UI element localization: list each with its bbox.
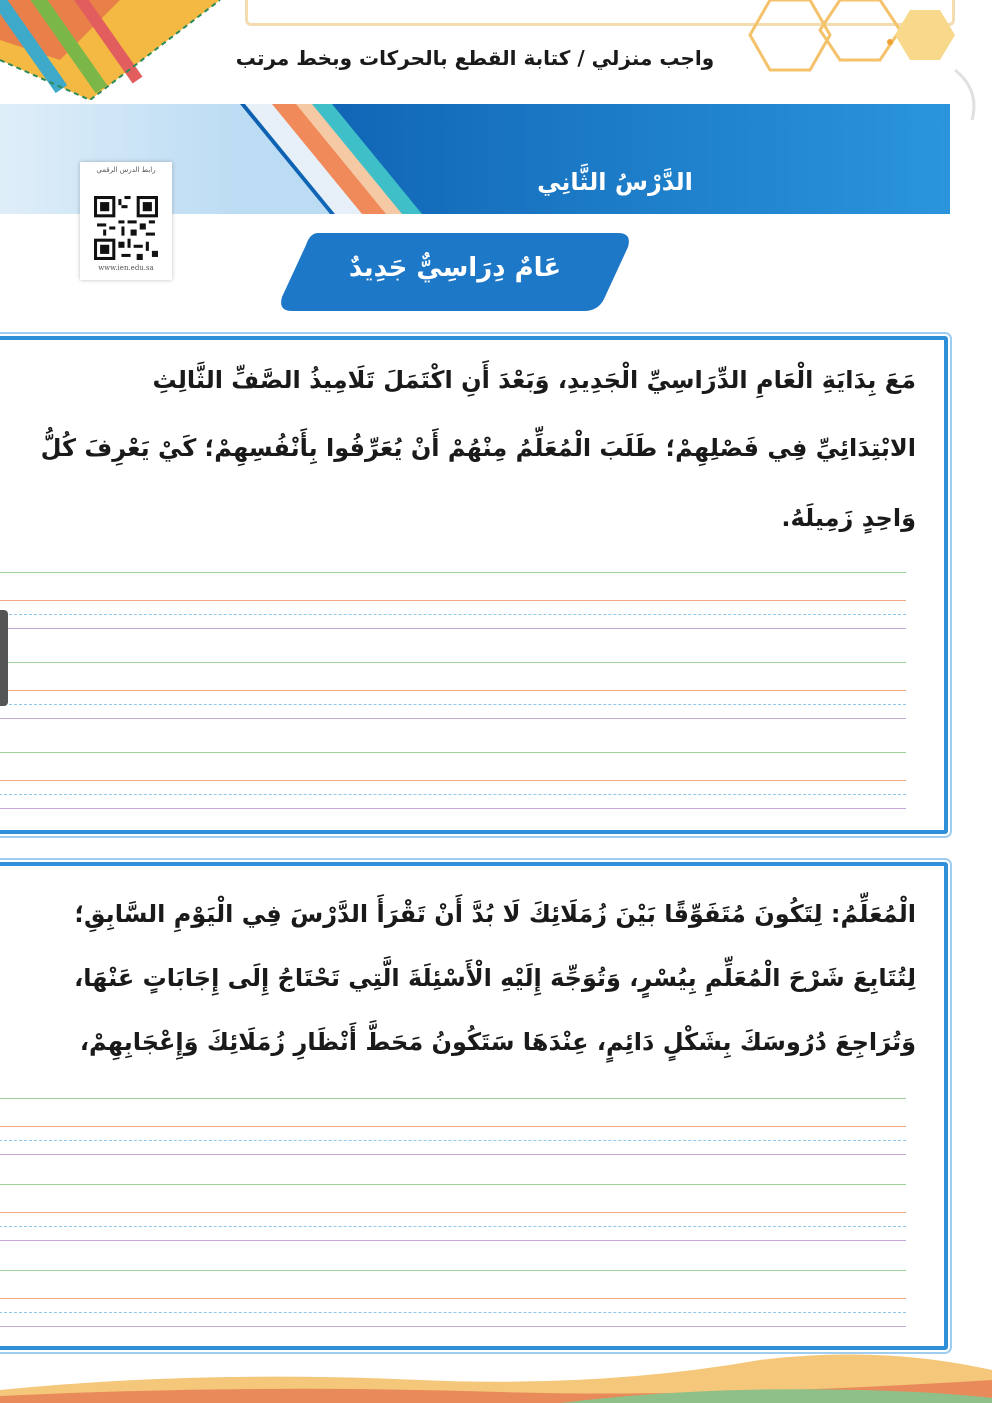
decorative-corner-pencils [0, 0, 230, 100]
lesson-title: الدَّرْسُ الثَّانِي [537, 168, 693, 196]
lesson-subtitle: عَامٌ دِرَاسِيٌّ جَدِيدٌ [348, 253, 562, 283]
qr-card[interactable] [80, 162, 172, 280]
homework-title: واجب منزلي / كتابة القطع بالحركات وبخط مرتب [235, 46, 715, 70]
passage1-line-2: الابْتِدَائِيِّ فِي فَصْلِهِمْ؛ طَلَبَ الْمُعَلِّمُ مِنْهُمْ أَنْ يُعَرِّفُوا بِأَنْفُسِهِمْ؛ كَيْ يَعْرِفَ كُلُّ [40, 434, 916, 462]
passage1-line-3: وَاحِدٍ زَمِيلَهُ. [781, 504, 916, 532]
passage-box-2 [0, 862, 948, 1350]
bottom-wave-decoration [0, 1350, 992, 1403]
side-scroll-tab[interactable] [0, 610, 8, 706]
passage2-line-3: وَتُرَاجِعَ دُرُوسَكَ بِشَكْلٍ دَائِمٍ، عِنْدَهَا سَتَكُونُ مَحَطَّ أَنْظَارِ زُمَلَائِكَ وَإِعْجَابِهِمْ، [79, 1028, 916, 1056]
qr-code-icon[interactable] [94, 196, 158, 260]
passage1-line-1: مَعَ بِدَايَةِ الْعَامِ الدِّرَاسِيِّ الْجَدِيدِ، وَبَعْدَ أَنِ اكْتَمَلَ تَلَامِيذُ الصَّفِّ الثَّالِثِ [152, 366, 916, 394]
passage2-line-1: الْمُعَلِّمُ: لِتَكُونَ مُتَفَوِّقًا بَيْنَ زُمَلَائِكَ لَا بُدَّ أَنْ تَقْرَأَ الدَّرْسَ فِي الْيَوْمِ السَّابِقِ؛ [74, 900, 916, 928]
qr-caption: رابط الدرس الرقمي [96, 166, 156, 174]
passage2-line-2: لِتُتَابِعَ شَرْحَ الْمُعَلِّمِ بِيُسْرٍ، وَتُوَجِّهَ إِلَيْهِ الْأَسْئِلَةَ الَّتِي تَحْتَاجُ إِلَى إِجَابَاتٍ عَنْهَا، [74, 964, 916, 992]
qr-url: www.ien.edu.sa [98, 264, 154, 272]
passage-box-1 [0, 336, 948, 834]
hexagon-decoration [740, 0, 992, 120]
